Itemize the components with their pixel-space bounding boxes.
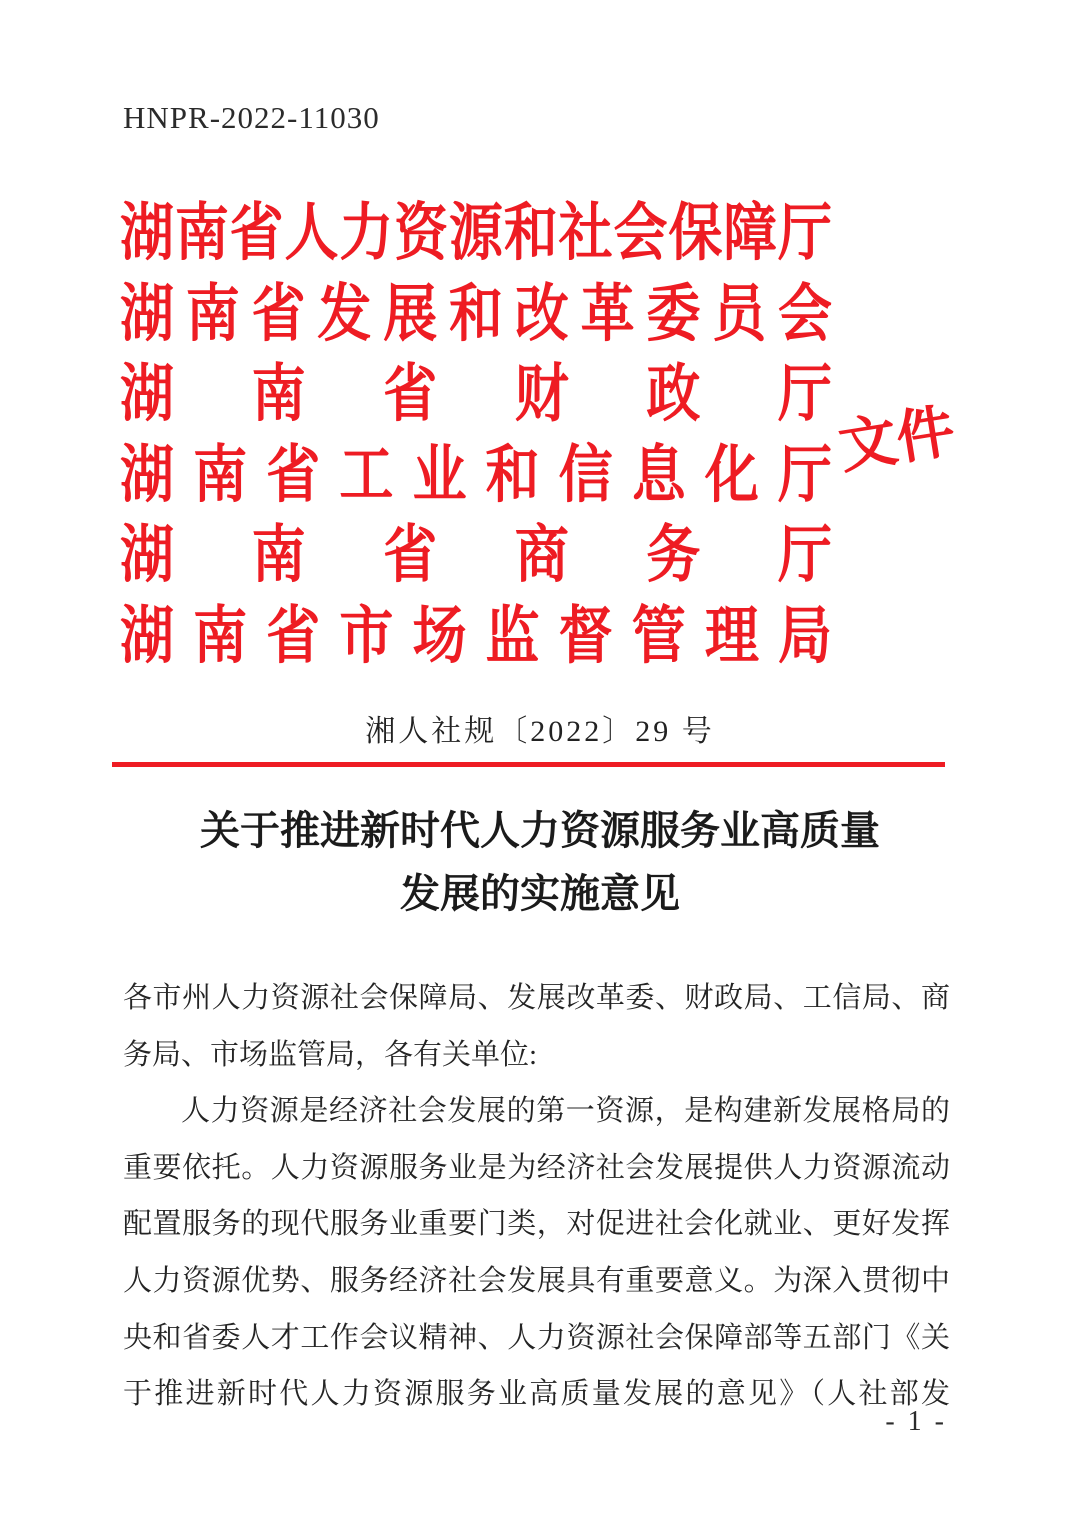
body-line: 重要依托。人力资源服务业是为经济社会发展提供人力资源流动 xyxy=(123,1151,950,1184)
agency-name-line: 湖南省人力资源和社会保障厅 xyxy=(120,198,832,268)
body-line: 央和省委人才工作会议精神、人力资源社会保障部等五部门《关 xyxy=(123,1321,950,1354)
red-letterhead xyxy=(120,193,832,676)
doc-issue-number: 湘人社规〔2022〕29 号 xyxy=(365,715,715,748)
letterhead-suffix-wenjian: 文件 xyxy=(834,398,960,481)
agency-name-line: 湖南省发展和改革委员会 xyxy=(120,278,832,349)
agency-name-line: 湖南省工业和信息化厅 xyxy=(120,439,832,510)
body-line: 配置服务的现代服务业重要门类，对促进社会化就业、更好发挥 xyxy=(123,1208,950,1241)
body-line: 务局、市场监管局，各有关单位: xyxy=(123,1038,538,1071)
agency-name-line: 湖南省市场监督管理局 xyxy=(120,600,832,671)
doc-title xyxy=(0,799,1080,925)
red-divider-line xyxy=(112,762,945,767)
body-line: 于推进新时代人力资源服务业高质量发展的意见》（人社部发 xyxy=(123,1378,950,1411)
body-line: 各市州人力资源社会保障局、发展改革委、财政局、工信局、商 xyxy=(123,982,950,1014)
doc-title-line2: 发展的实施意见 xyxy=(400,871,680,916)
doc-registration-code: HNPR-2022-11030 xyxy=(123,100,380,135)
agency-name-line: 湖南省财政厅 xyxy=(120,359,832,429)
page-number: - 1 - xyxy=(885,1406,947,1437)
body-line: 人力资源是经济社会发展的第一资源，是构建新发展格局的 xyxy=(181,1095,950,1128)
doc-title-line1: 关于推进新时代人力资源服务业高质量 xyxy=(200,808,880,853)
doc-body xyxy=(123,970,950,1423)
body-line: 人力资源优势、服务经济社会发展具有重要意义。为深入贯彻中 xyxy=(123,1264,950,1297)
agency-name-line: 湖南省商务厅 xyxy=(120,520,832,590)
